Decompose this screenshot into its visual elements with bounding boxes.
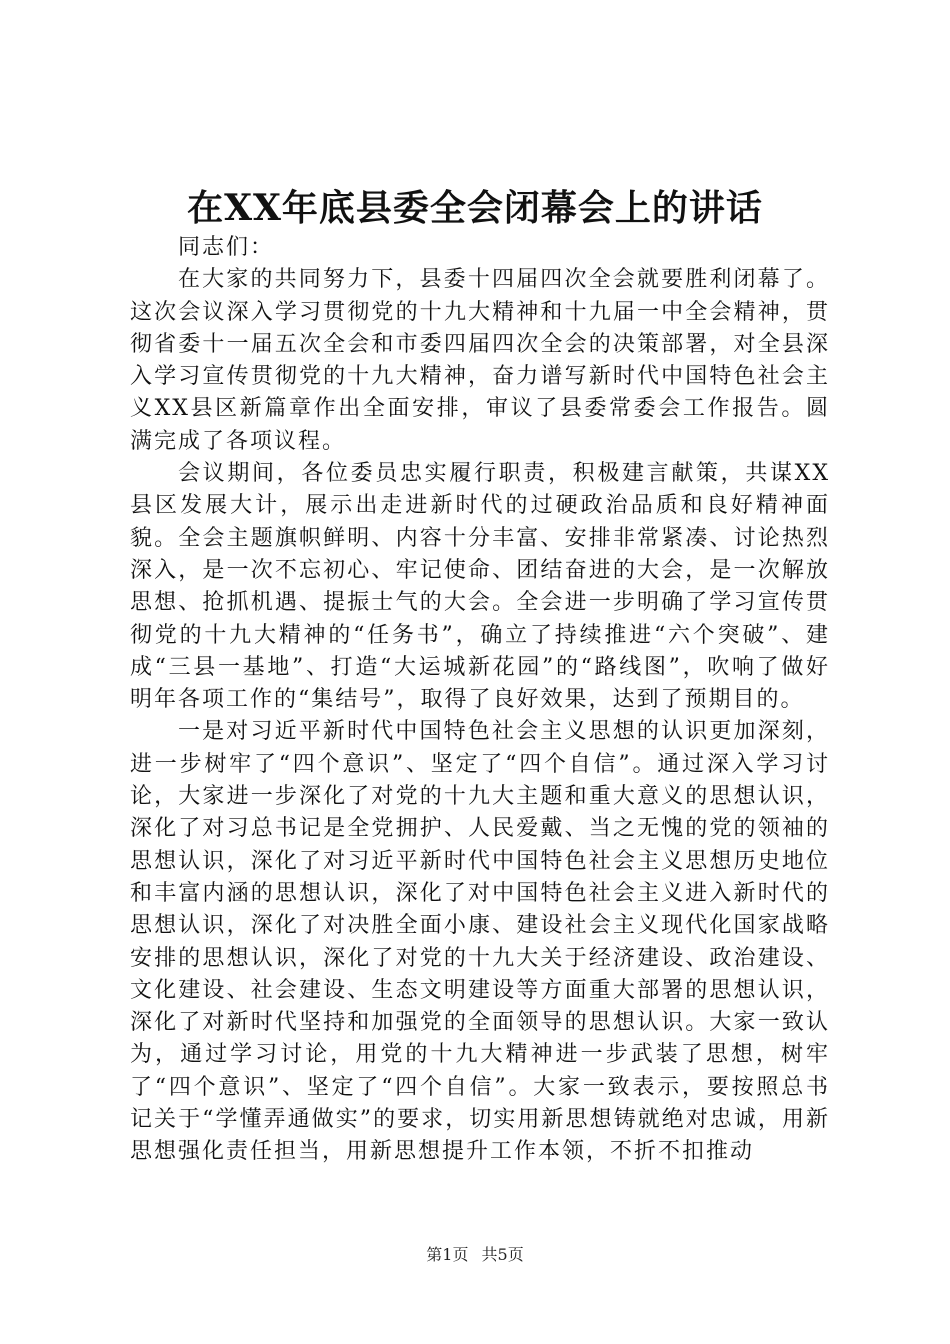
page-total: 共5页 — [481, 1245, 524, 1264]
page-footer — [0, 1243, 950, 1267]
paragraph-3: 一是对习近平新时代中国特色社会主义思想的认识更加深刻，进一步树牢了“四个意识”、坚定了“四个自信”。通过深入学习讨论，大家进一步深化了对党的十九大主题和重大意义的思想认识，深化了对习总书记是全党拥护、人民爱戴、当之无愧的党的领袖的思想认识，深化了对习近平新时代中国特色社会主义思想历史地位和丰富内涵的思想认识，深化了对中国特色社会主义进入新时代的思想认识，深化了对决胜全面小康、建设社会主义现代化国家战略安排的思想认识，深化了对党的十九大关于经济建设、政治建设、文化建设、社会建设、生态文明建设等方面重大部署的思想认识，深化了对新时代坚持和加强党的全面领导的思想认识。大家一致认为，通过学习讨论，用党的十九大精神进一步武装了思想，树牢了“四个意识”、坚定了“四个自信”。大家一致表示，要按照总书记关于“学懂弄通做实”的要求，切实用新思想铸就绝对忠诚，用新思想强化责任担当，用新思想提升工作本领，不折不扣推动 — [130, 719, 830, 1165]
salutation: 同志们： — [178, 235, 275, 260]
page-number: 第1页 — [426, 1245, 469, 1264]
document-body — [130, 232, 830, 1169]
paragraph-2: 会议期间，各位委员忠实履行职责，积极建言献策，共谋XX县区发展大计，展示出走进新时代的过硬政治品质和良好精神面貌。全会主题旗帜鲜明、内容十分丰富、安排非常紧凑、讨论热烈深入，是一次不忘初心、牢记使命、团结奋进的大会，是一次解放思想、抢抓机遇、提振士气的大会。全会进一步明确了学习宣传贯彻党的十九大精神的“任务书”，确立了持续推进“六个突破”、建成“三县一基地”、打造“大运城新花园”的“路线图”，吹响了做好明年各项工作的“集结号”，取得了良好效果，达到了预期目的。 — [130, 461, 830, 713]
document-title: 在XX年底县委全会闭幕会上的讲话 — [187, 187, 763, 229]
paragraph-1: 在大家的共同努力下，县委十四届四次全会就要胜利闭幕了。这次会议深入学习贯彻党的十九大精神和十九届一中全会精神，贯彻省委十一届五次全会和市委四届四次全会的决策部署，对全县深入学习宣传贯彻党的十九大精神，奋力谱写新时代中国特色社会主义XX县区新篇章作出全面安排，审议了县委常委会工作报告。圆满完成了各项议程。 — [130, 267, 830, 454]
